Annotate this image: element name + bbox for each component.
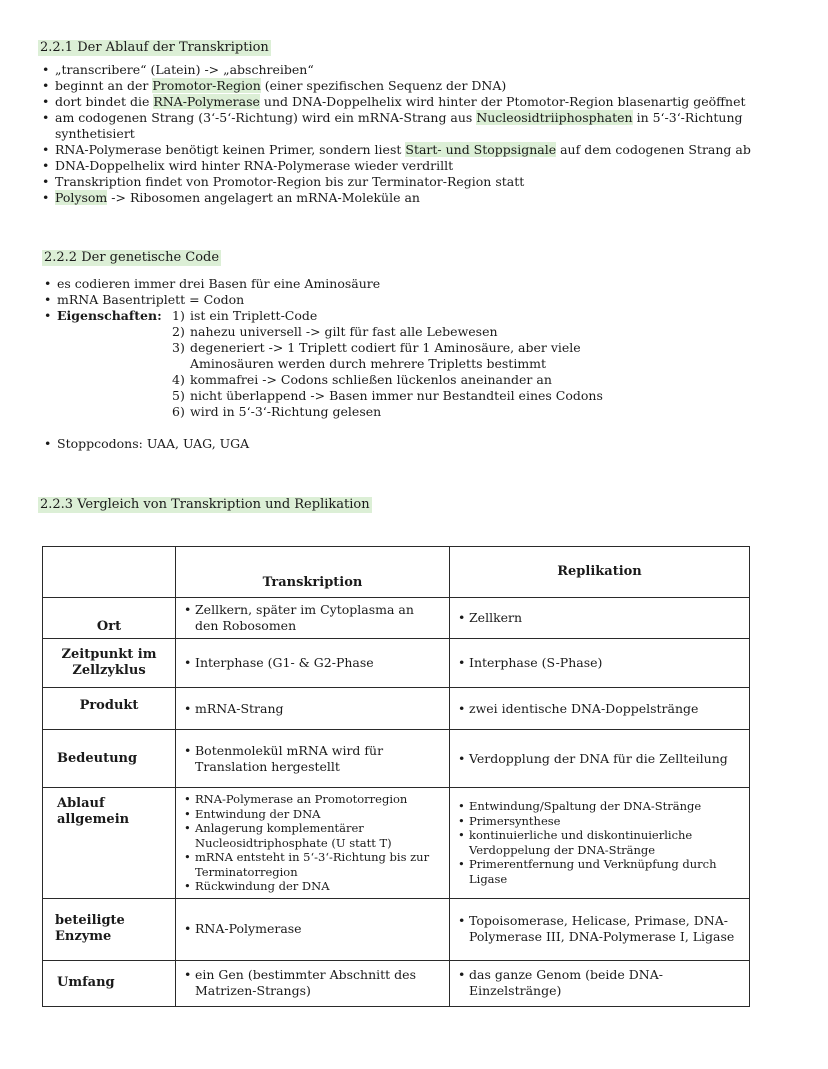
stoppcodons-list	[44, 436, 744, 452]
list-item: • dort bindet die RNA-Polymerase und DNA-Doppelhelix wird hinter der Ptomotor-Region blasenartig geöffnet	[42, 94, 812, 110]
header-transkription: Transkription	[176, 547, 450, 598]
code-list	[44, 276, 744, 308]
cell: • Entwindung/Spaltung der DNA-Stränge • Primersynthese • kontinuierliche und diskontinuierliche Verdoppelung der DNA-Stränge • Primerentfernung und Verknüpfung durch Ligase	[450, 788, 750, 899]
cell: • Botenmolekül mRNA wird für Translation hergestellt	[176, 730, 450, 788]
table-header-row	[43, 547, 750, 598]
eigenschaften-block: • Eigenschaften: 1) ist ein Triplett-Code 2) nahezu universell -> gilt für fast alle Lebewesen 3) degeneriert -> 1 Triplett codiert für 1 Aminosäure, aber viele Aminosäuren werden durch mehrere Tripletts bestimmt 4) kommafrei -> Codons schließen lückenlos aneinander an 5) nicht überlappend -> Basen immer nur Bestandteil eines Codons 6) wird in 5‘-3‘-Richtung gelesen	[44, 308, 744, 420]
list-item: 1) ist ein Triplett-Code	[172, 308, 318, 323]
list-item: • „transcribere“ (Latein) -> „abschreiben“	[42, 62, 812, 78]
table-row	[43, 898, 750, 960]
row-label: Zeitpunkt im Zellzyklus	[43, 639, 176, 688]
highlight: RNA-Polymerase	[153, 94, 260, 109]
table-row	[43, 730, 750, 788]
highlight: Polysom	[55, 190, 108, 205]
section-title-genetischer-code: 2.2.2 Der genetische Code	[44, 250, 220, 265]
table-row	[43, 960, 750, 1006]
list-item: • Polysom -> Ribosomen angelagert an mRNA-Moleküle an	[42, 190, 812, 206]
cell: • Interphase (S-Phase)	[450, 639, 750, 688]
table-row	[43, 598, 750, 639]
section-title-vergleich: 2.2.3 Vergleich von Transkription und Replikation	[40, 497, 370, 512]
cell: • Zellkern	[450, 598, 750, 639]
list-item: • Transkription findet von Promotor-Region bis zur Terminator-Region statt	[42, 174, 812, 190]
row-label: Produkt	[43, 688, 176, 730]
row-label: Ort	[43, 598, 176, 639]
list-item: • RNA-Polymerase benötigt keinen Primer, sondern liest Start- und Stoppsignale auf dem codogenen Strang ab	[42, 142, 812, 158]
cell: • Zellkern, später im Cytoplasma an den Robosomen	[176, 598, 450, 639]
list-item: • mRNA Basentriplett = Codon	[44, 292, 744, 308]
highlight: Start- und Stoppsignale	[405, 142, 557, 157]
table-row	[43, 639, 750, 688]
cell: • Verdopplung der DNA für die Zellteilung	[450, 730, 750, 788]
cell: • RNA-Polymerase an Promotorregion • Entwindung der DNA • Anlagerung komplementärer Nucleosidtriphosphate (U statt T) • mRNA entsteht in 5‘-3‘-Richtung bis zur Terminatorregion • Rückwindung der DNA	[176, 788, 450, 899]
section-title-transkription: 2.2.1 Der Ablauf der Transkription	[40, 40, 269, 55]
cell: • mRNA-Strang	[176, 688, 450, 730]
highlight: Nucleosidtriiphosphaten	[476, 110, 633, 125]
highlight: Promotor-Region	[152, 78, 261, 93]
row-label: beteiligte Enzyme	[43, 898, 176, 960]
cell: • ein Gen (bestimmter Abschnitt des Matrizen-Strangs)	[176, 960, 450, 1006]
cell: • Topoisomerase, Helicase, Primase, DNA-Polymerase III, DNA-Polymerase I, Ligase	[450, 898, 750, 960]
list-item: • beginnt an der Promotor-Region (einer spezifischen Sequenz der DNA)	[42, 78, 812, 94]
eigenschaften-label: Eigenschaften:	[57, 308, 162, 323]
list-item: • Stoppcodons: UAA, UAG, UGA	[44, 436, 744, 452]
cell: • RNA-Polymerase	[176, 898, 450, 960]
row-label: Bedeutung	[43, 730, 176, 788]
header-empty	[43, 547, 176, 598]
list-item: 6) wird in 5‘-3‘-Richtung gelesen	[172, 404, 382, 419]
list-item: 5) nicht überlappend -> Basen immer nur Bestandteil eines Codons	[172, 388, 603, 403]
header-replikation: Replikation	[450, 547, 750, 598]
table-row	[43, 688, 750, 730]
row-label: Umfang	[43, 960, 176, 1006]
table-row	[43, 788, 750, 899]
row-label: Ablauf allgemein	[43, 788, 176, 899]
list-item: • DNA-Doppelhelix wird hinter RNA-Polymerase wieder verdrillt	[42, 158, 812, 174]
list-item: 4) kommafrei -> Codons schließen lückenlos aneinander an	[172, 372, 552, 387]
cell: • zwei identische DNA-Doppelstränge	[450, 688, 750, 730]
list-item: 2) nahezu universell -> gilt für fast alle Lebewesen	[172, 324, 498, 339]
list-item: 3) degeneriert -> 1 Triplett codiert für 1 Aminosäure, aber viele Aminosäuren werden durch mehrere Tripletts bestimmt	[172, 340, 581, 371]
list-item: • es codieren immer drei Basen für eine Aminosäure	[44, 276, 744, 292]
transkription-list	[42, 62, 812, 206]
list-item: • am codogenen Strang (3‘-5‘-Richtung) wird ein mRNA-Strang aus Nucleosidtriiphosphaten in 5‘-3‘-Richtung synthetisiert	[42, 110, 812, 142]
comparison-table	[42, 546, 750, 1007]
cell: • Interphase (G1- & G2-Phase	[176, 639, 450, 688]
cell: • das ganze Genom (beide DNA-Einzelstränge)	[450, 960, 750, 1006]
eigenschaften-list	[172, 308, 642, 420]
